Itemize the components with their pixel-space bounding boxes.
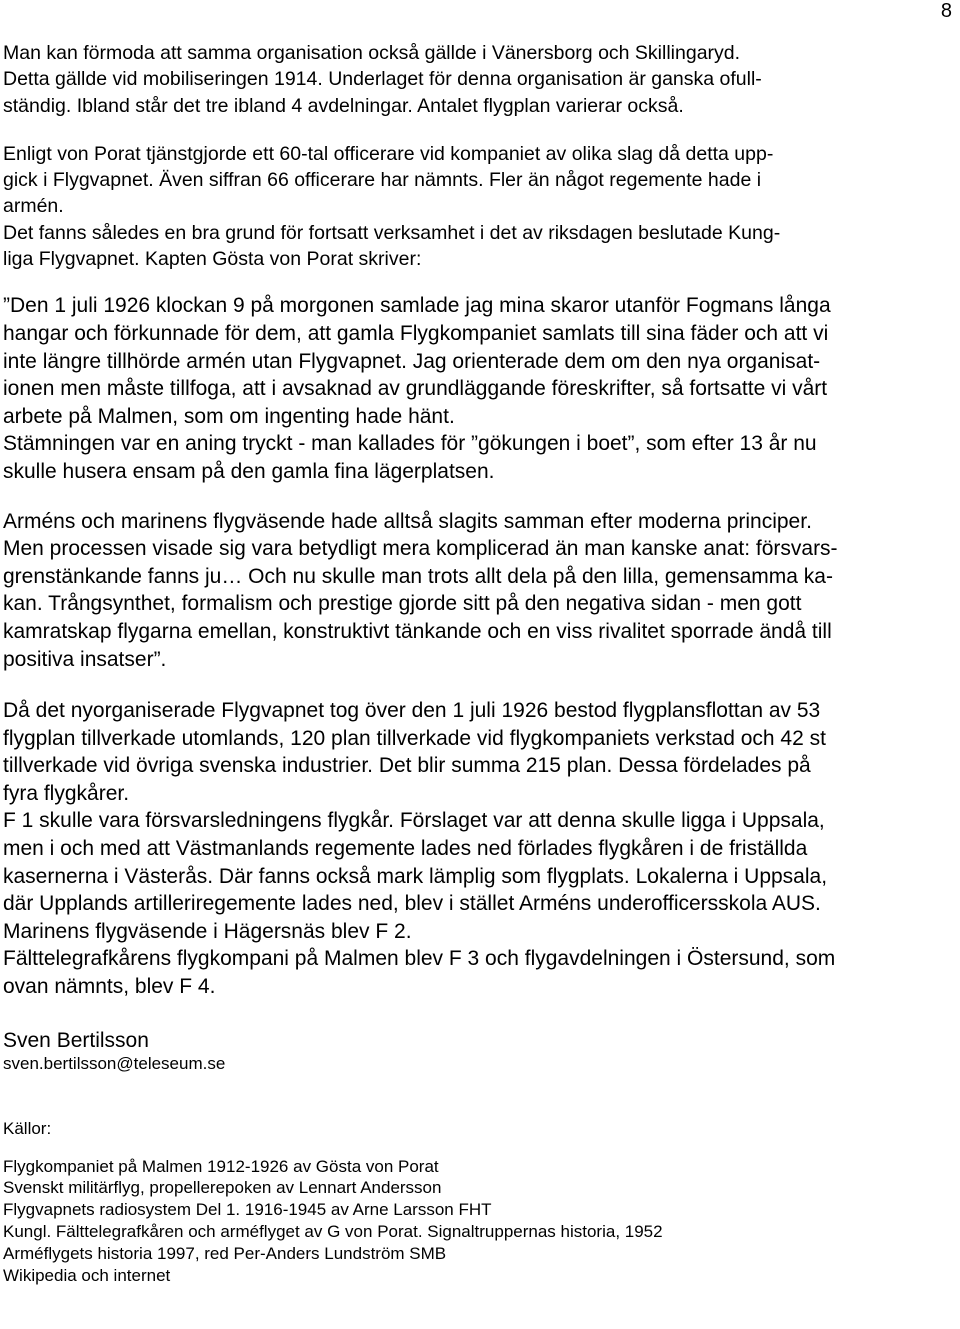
text-line: arbete på Malmen, som om ingenting hade hänt. bbox=[3, 404, 455, 428]
text-line: tillverkade vid övriga svenska industrier. Det blir summa 215 plan. Dessa fördelades på bbox=[3, 754, 811, 778]
text-line: Då det nyorganiserade Flygvapnet tog över den 1 juli 1926 bestod flygplansflottan av 53 bbox=[3, 699, 821, 723]
source-item: Flygkompaniet på Malmen 1912-1926 av Gösta von Porat bbox=[3, 1156, 439, 1176]
source-item: Svenskt militärflyg, propellerepoken av Lennart Andersson bbox=[3, 1178, 442, 1198]
text-line: Det fanns således en bra grund för fortsatt verksamhet i det av riksdagen beslutade Kung- bbox=[3, 221, 781, 244]
text-line: kan. Trångsynthet, formalism och prestige gjorde sitt på den negativa sidan - men gott bbox=[3, 592, 802, 616]
paragraph-fleet bbox=[3, 697, 955, 1001]
text-line: fyra flygkårer. bbox=[3, 781, 130, 805]
text-line: Enligt von Porat tjänstgjorde ett 60-tal officerare vid kompaniet av olika slag då detta upp- bbox=[3, 142, 774, 165]
text-line: gick i Flygvapnet. Även siffran 66 officerare har nämnts. Fler än något regemente hade i bbox=[3, 169, 762, 192]
text-line: ”Den 1 juli 1926 klockan 9 på morgonen samlade jag mina skaror utanför Fogmans långa bbox=[3, 294, 831, 318]
text-line: ständig. Ibland står det tre ibland 4 avdelningar. Antalet flygplan varierar också. bbox=[3, 94, 684, 117]
text-line: kasernerna i Västerås. Där fanns också mark lämplig som flygplats. Lokalerna i Uppsala, bbox=[3, 864, 828, 888]
text-line: positiva insatser”. bbox=[3, 647, 167, 671]
sources-heading: Källor: bbox=[3, 1118, 52, 1138]
signature bbox=[3, 1027, 955, 1074]
text-line: där Upplands artilleriregemente lades ned, blev i stället Arméns underofficersskola AUS. bbox=[3, 892, 821, 916]
text-line: grenstänkande fanns ju… Och nu skulle man trots allt dela på den lilla, gemensamma ka- bbox=[3, 564, 833, 588]
text-line: ionen men måste tillfoga, att i avsaknad av grundläggande föreskrifter, så fortsatte vi vårt bbox=[3, 377, 828, 401]
text-line: Man kan förmoda att samma organisation också gällde i Vänersborg och Skillingaryd. bbox=[3, 42, 741, 64]
text-line: ovan nämnts, blev F 4. bbox=[3, 975, 216, 999]
text-line: hangar och förkunnade för dem, att gamla Flygkompaniet samlats till sina fäder och att vi bbox=[3, 321, 829, 345]
text-line: inte längre tillhörde armén utan Flygvapnet. Jag orienterade dem om den nya organisat- bbox=[3, 349, 821, 373]
paragraph-intro bbox=[3, 40, 955, 119]
text-line: Stämningen var en aning tryckt - man kallades för ”gökungen i boet”, som efter 13 år nu bbox=[3, 432, 817, 456]
source-item: Arméflygets historia 1997, red Per-Anders Lundström SMB bbox=[3, 1244, 447, 1264]
text-line: F 1 skulle vara försvarsledningens flygkår. Förslaget var att denna skulle ligga i Uppsala, bbox=[3, 809, 825, 833]
paragraph-quote bbox=[3, 292, 955, 485]
paragraph-merger bbox=[3, 508, 955, 674]
page-number: 8 bbox=[940, 0, 952, 22]
text-line: skulle husera ensam på den gamla fina lägerplatsen. bbox=[3, 459, 495, 483]
source-item: Kungl. Fälttelegrafkåren och arméflyget av G von Porat. Signaltruppernas historia, 1952 bbox=[3, 1222, 663, 1242]
text-line: Fälttelegrafkårens flygkompani på Malmen blev F 3 och flygavdelningen i Östersund, som bbox=[3, 947, 836, 971]
text-line: Men processen visade sig vara betydligt mera komplicerad än man kanske anat: försvars- bbox=[3, 537, 838, 561]
sources-list bbox=[3, 1118, 955, 1287]
text-line: armén. bbox=[3, 195, 64, 218]
text-line: men i och med att Västmanlands regemente lades ned förlades flygkåren i de friställda bbox=[3, 837, 808, 861]
text-line: flygplan tillverkade utomlands, 120 plan tillverkade vid flygkompaniets verkstad och 42 st bbox=[3, 726, 826, 750]
author-name: Sven Bertilsson bbox=[3, 1028, 149, 1052]
text-line: Detta gällde vid mobiliseringen 1914. Underlaget för denna organisation är ganska ofull- bbox=[3, 68, 762, 91]
source-item: Wikipedia och internet bbox=[3, 1266, 171, 1286]
text-line: liga Flygvapnet. Kapten Gösta von Porat skriver: bbox=[3, 248, 422, 271]
author-email[interactable]: sven.bertilsson@teleseum.se bbox=[3, 1053, 226, 1073]
text-line: Arméns och marinens flygväsende hade alltså slagits samman efter moderna principer. bbox=[3, 509, 812, 533]
document-body bbox=[3, 40, 955, 1287]
text-line: Marinens flygväsende i Hägersnäs blev F 2. bbox=[3, 919, 412, 943]
paragraph-officers bbox=[3, 141, 955, 272]
text-line: kamratskap flygarna emellan, konstruktivt tänkande och en viss rivalitet sporrade ändå till bbox=[3, 619, 832, 643]
source-item: Flygvapnets radiosystem Del 1. 1916-1945 av Arne Larsson FHT bbox=[3, 1200, 492, 1220]
